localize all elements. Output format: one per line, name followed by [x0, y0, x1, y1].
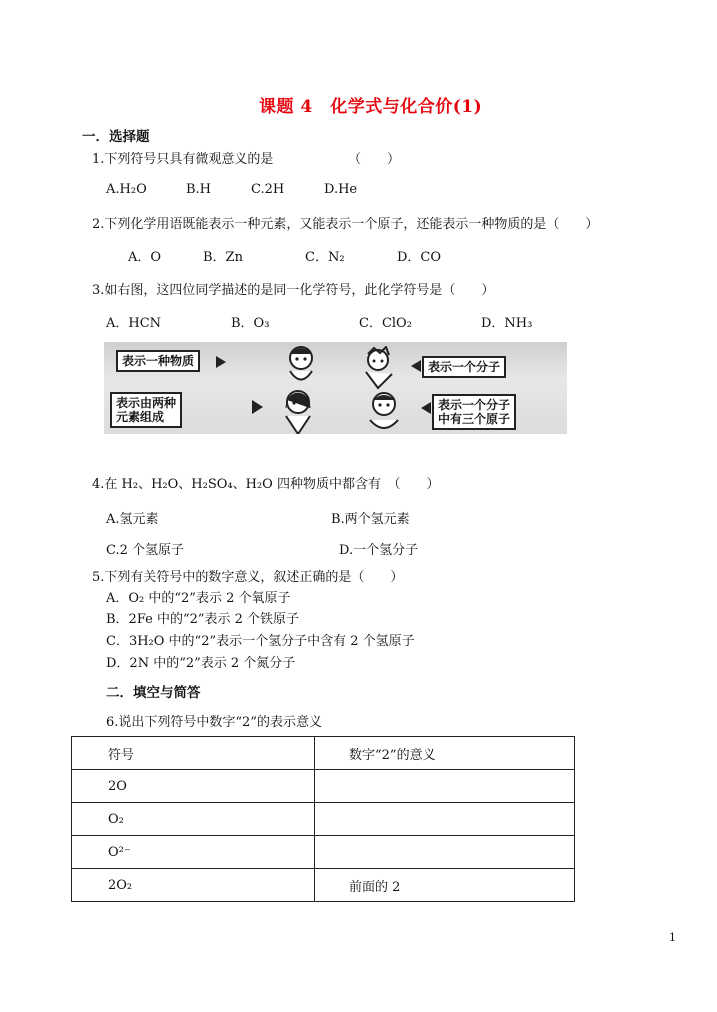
table-row: [72, 869, 575, 902]
table-header-meaning: 数字“2”的意义: [315, 737, 575, 770]
question-2-option-a: A．O: [128, 250, 162, 265]
question-5-option-b: B．2Fe 中的“2”表示 2 个铁原子: [106, 612, 300, 627]
speech-bubble-4: 表示一个分子 中有三个原子: [432, 394, 516, 430]
student-figure-4: [358, 390, 410, 434]
question-2-option-d: D．CO: [397, 250, 442, 265]
section-fill-title: 二．填空与简答: [106, 685, 201, 701]
question-5-stem: 5.下列有关符号中的数字意义，叙述正确的是（ ）: [92, 570, 404, 585]
question-3-option-d: D．NH₃: [481, 316, 533, 331]
question-5-option-d: D．2N 中的“2”表示 2 个氮分子: [106, 656, 296, 671]
table-header-symbol: 符号: [72, 737, 315, 770]
question-4-option-d: D.一个氢分子: [339, 543, 419, 558]
question-5-option-a: A．O₂ 中的“2”表示 2 个氧原子: [106, 591, 291, 606]
question-4-stem: 4.在 H₂、H₂O、H₂SO₄、H₂O 四种物质中都含有 （ ）: [92, 477, 440, 492]
question-4-option-b: B.两个氢元素: [331, 512, 410, 527]
table-cell-meaning[interactable]: [315, 836, 575, 869]
question-3-stem: 3.如右图，这四位同学描述的是同一化学符号，此化学符号是（ ）: [92, 283, 495, 298]
speech-bubble-1: 表示一种物质: [116, 350, 200, 372]
table-cell-meaning[interactable]: [315, 803, 575, 836]
table-header-row: [72, 737, 575, 770]
student-figure-1: [276, 344, 326, 390]
table-row: [72, 803, 575, 836]
question-2-option-b: B．Zn: [203, 250, 243, 265]
section-choice-title: 一．选择题: [82, 129, 150, 145]
table-cell-symbol: O²⁻: [72, 836, 315, 869]
question-4-option-a: A.氢元素: [106, 512, 159, 527]
table-cell-symbol: 2O: [72, 770, 315, 803]
question-2-stem: 2.下列化学用语既能表示一种元素，又能表示一个原子，还能表示一种物质的是（ ）: [92, 217, 599, 232]
question-1-option-d: D.He: [324, 182, 358, 197]
table-cell-symbol: 2O₂: [72, 869, 315, 902]
question-5-option-c: C．3H₂O 中的“2”表示一个氢分子中含有 2 个氢原子: [106, 634, 415, 649]
question-3-option-c: C．ClO₂: [359, 316, 412, 331]
student-figure-3: [272, 388, 324, 434]
question-1-option-a: A.H₂O: [106, 182, 147, 197]
table-row: [72, 836, 575, 869]
table-cell-meaning[interactable]: 前面的 2: [315, 869, 575, 902]
students-illustration: [104, 342, 567, 434]
question-6-stem: 6.说出下列符号中数字“2”的表示意义: [106, 715, 322, 730]
student-figure-2: [354, 346, 404, 390]
question-3-option-a: A．HCN: [106, 316, 162, 331]
table-cell-meaning[interactable]: [315, 770, 575, 803]
table-cell-symbol: O₂: [72, 803, 315, 836]
question-1-option-c: C.2H: [251, 182, 285, 197]
question-1-paren: （ ）: [348, 152, 401, 167]
page-title: 课题 4 化学式与化合价(1): [259, 97, 483, 117]
symbol-meaning-table: [71, 736, 575, 902]
question-2-option-c: C．N₂: [305, 250, 345, 265]
question-1-option-b: B.H: [186, 182, 212, 197]
speech-bubble-3: 表示由两种 元素组成: [110, 392, 182, 428]
table-row: [72, 770, 575, 803]
question-1-stem: 1.下列符号只具有微观意义的是: [92, 152, 274, 167]
speech-bubble-2: 表示一个分子: [422, 356, 506, 378]
question-3-option-b: B．O₃: [231, 316, 270, 331]
question-4-option-c: C.2 个氢原子: [106, 543, 185, 558]
page-number: 1: [669, 931, 676, 944]
